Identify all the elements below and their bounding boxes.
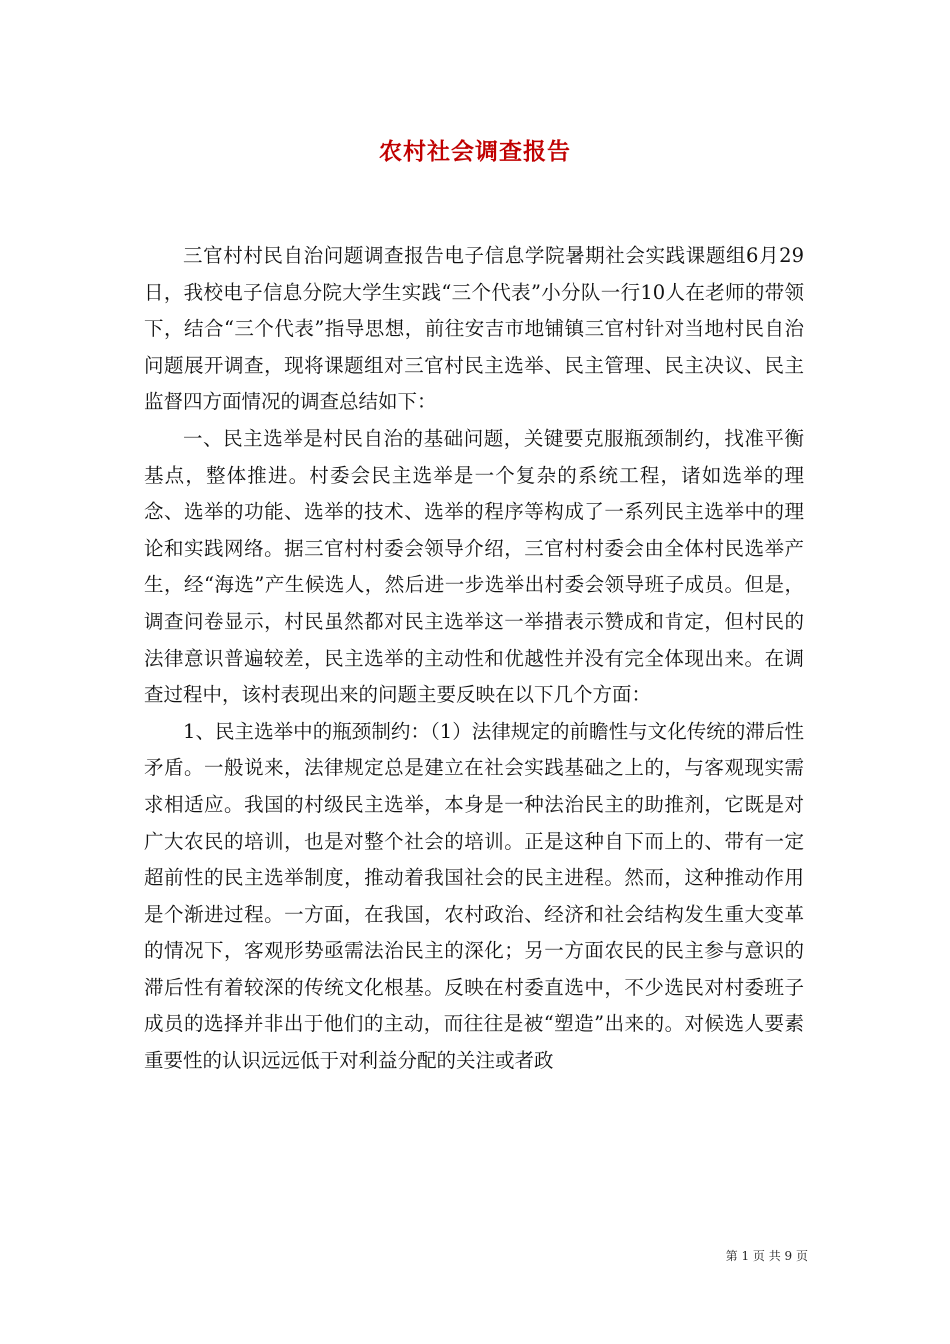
paragraph-section-one: 一、民主选举是村民自治的基础问题，关键要克服瓶颈制约，找准平衡基点，整体推进。村委会民主选举是一个复杂的系统工程，诸如选举的理念、选举的功能、选举的技术、选举的程序等构成了一系列民主选举中的理论和实践网络。据三官村村委会领导介绍，三官村村委会由全体村民选举产生，经“海选”产生候选人，然后进一步选举出村委会领导班子成员。但是，调查问卷显示，村民虽然都对民主选举这一举措表示赞成和肯定，但村民的法律意识普遍较差，民主选举的主动性和优越性并没有完全体现出来。在调查过程中，该村表现出来的问题主要反映在以下几个方面：: [144, 426, 804, 707]
document-title: 农村社会调查报告: [379, 138, 571, 165]
document-body: [144, 238, 804, 1080]
page-number-footer: 第 1 页 共 9 页: [725, 1249, 808, 1263]
paragraph-bottleneck: 1、民主选举中的瓶颈制约：（1）法律规定的前瞻性与文化传统的滞后性矛盾。一般说来，法律规定总是建立在社会实践基础之上的，与客观现实需求相适应。我国的村级民主选举，本身是一种法治民主的助推剂，它既是对广大农民的培训，也是对整个社会的培训。正是这种自下而上的、带有一定超前性的民主选举制度，推动着我国社会的民主进程。然而，这种推动作用是个渐进过程。一方面，在我国，农村政治、经济和社会结构发生重大变革的情况下，客观形势亟需法治民主的深化；另一方面农民的民主参与意识的滞后性有着较深的传统文化根基。反映在村委直选中，不少选民对村委班子成员的选择并非出于他们的主动，而往往是被“塑造”出来的。对候选人要素重要性的认识远远低于对利益分配的关注或者政: [144, 719, 804, 1073]
paragraph-intro: 三官村村民自治问题调查报告电子信息学院暑期社会实践课题组6月29日，我校电子信息分院大学生实践“三个代表”小分队一行10人在老师的带领下，结合“三个代表”指导思想，前往安吉市地铺镇三官村针对当地村民自治问题展开调查，现将课题组对三官村民主选举、民主管理、民主决议、民主监督四方面情况的调查总结如下：: [144, 244, 804, 414]
